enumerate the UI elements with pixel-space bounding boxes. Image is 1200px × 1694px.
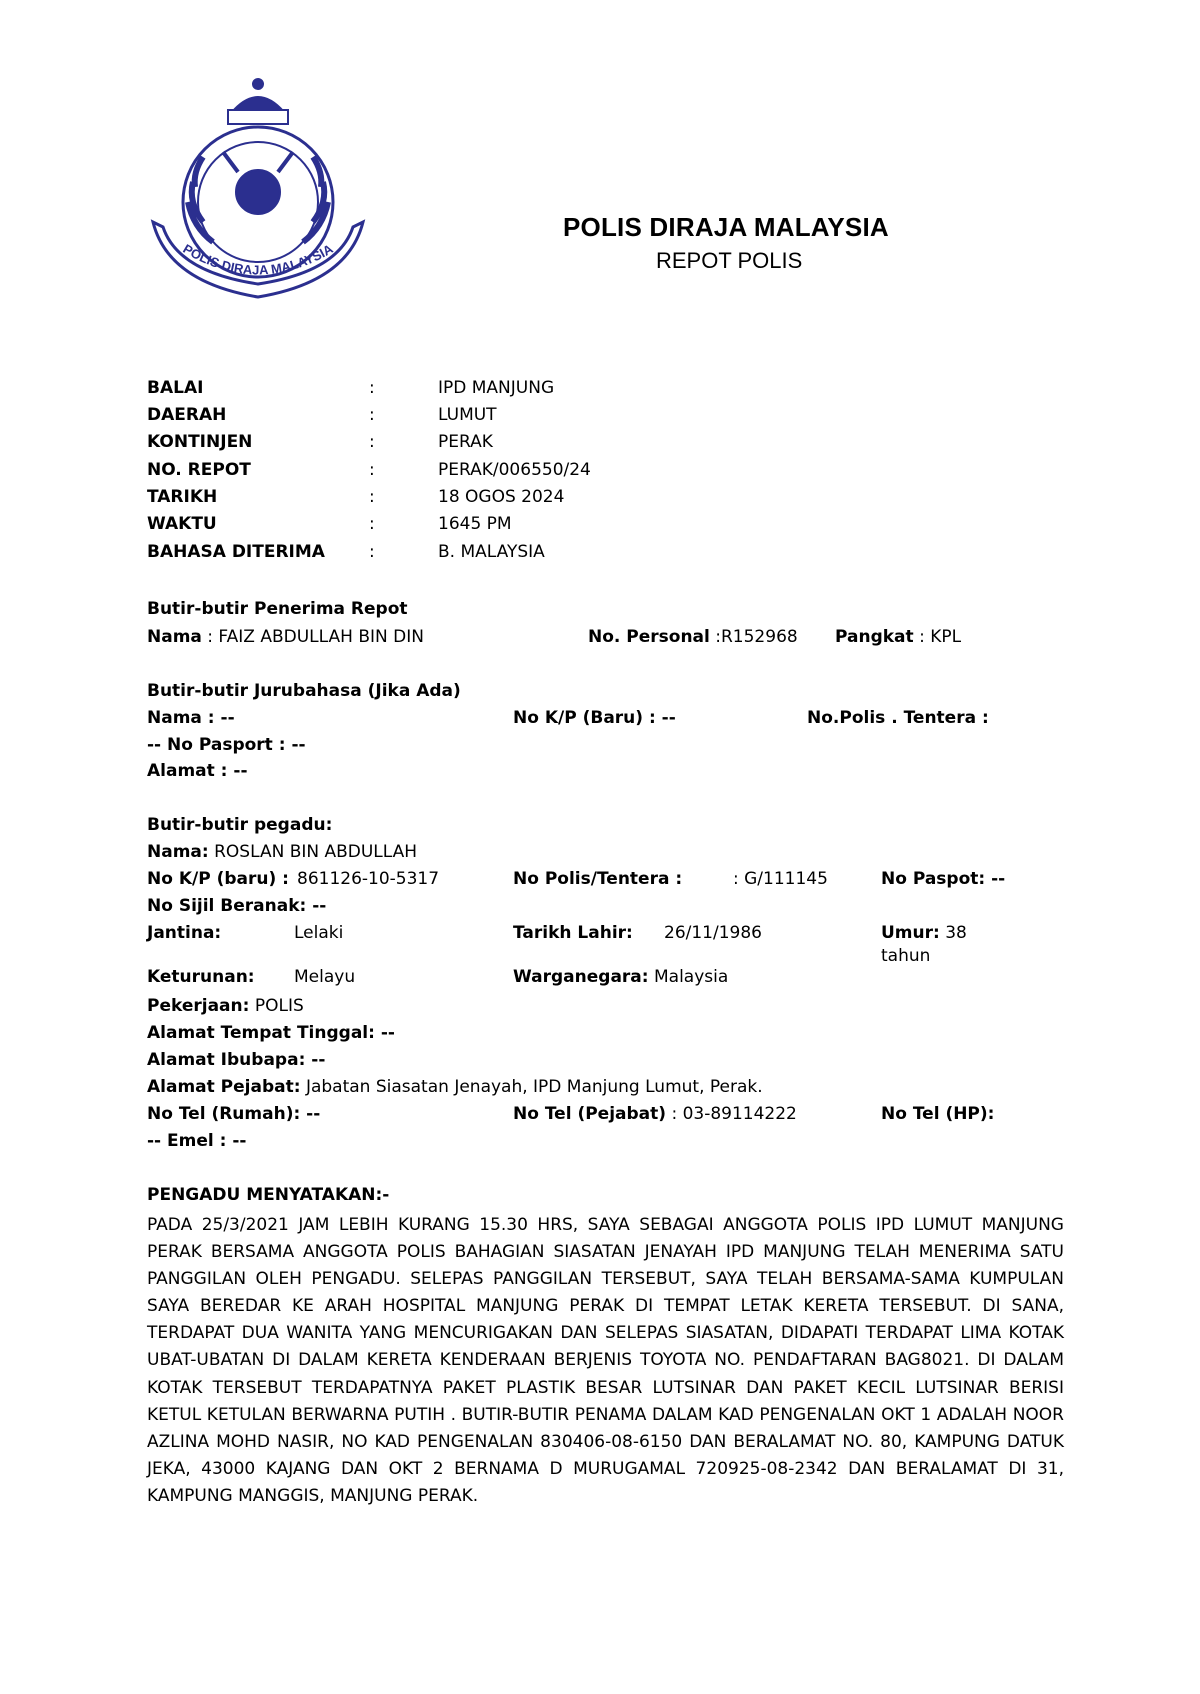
receiver-personal-value: :R152968	[715, 627, 798, 647]
header-title: POLIS DIRAJA MALAYSIA	[563, 212, 889, 242]
receiver-rank-label: Pangkat	[835, 627, 914, 647]
complainant-job-label: Pekerjaan:	[147, 996, 250, 1016]
receiver-personal-label: No. Personal	[588, 627, 710, 647]
complainant-passport: No Paspot: --	[881, 869, 1006, 889]
complainant-home-address: Alamat Tempat Tinggal: --	[147, 1023, 395, 1043]
complainant-race-value: Melayu	[294, 967, 356, 987]
interpreter-police-no: No.Polis . Tentera :	[807, 708, 989, 728]
complainant-citizen-label: Warganegara:	[513, 967, 649, 987]
complainant-name-value: ROSLAN BIN ABDULLAH	[214, 842, 418, 862]
complainant-job-value: POLIS	[254, 996, 304, 1016]
info-label-no-repot: NO. REPOT	[147, 460, 251, 480]
receiver-personal	[588, 626, 798, 648]
info-label-tarikh: TARIKH	[147, 487, 218, 507]
complainant-age	[881, 922, 967, 944]
info-value-balai: IPD MANJUNG	[438, 378, 555, 398]
complainant-name	[147, 841, 417, 863]
info-colon: :	[369, 460, 375, 480]
receiver-name	[147, 626, 424, 648]
info-colon: :	[369, 542, 375, 562]
complainant-tel-office	[513, 1103, 797, 1125]
info-value-bahasa: B. MALAYSIA	[438, 542, 545, 562]
statement-text: PADA 25/3/2021 JAM LEBIH KURANG 15.30 HRS, SAYA SEBAGAI ANGGOTA POLIS IPD LUMUT MANJUNG PERAK BERSAMA ANGGOTA POLIS BAHAGIAN SIASATAN JENAYAH IPD MANJUNG TELAH MENERIMA SATU PANGGILAN OLEH PENGADU. SELEPAS PANGGILAN TERSEBUT, SAYA TELAH BERSAMA-SAMA KUMPULAN SAYA BEREDAR KE ARAH HOSPITAL MANJUNG PERAK DI TEMPAT LETAK KERETA TERSEBUT. DI SANA, TERDAPAT DUA WANITA YANG MENCURIGAKAN DAN SELEPAS SIASATAN, DIDAPATI TERDAPAT LIMA KOTAK UBAT-UBATAN DI DALAM KERETA KENDERAAN BERJENIS TOYOTA NO. PENDAFTARAN BAG8021. DI DALAM KOTAK TERSEBUT TERDAPATNYA PAKET PLASTIK BESAR LUTSINAR DAN PAKET KECIL LUTSINAR BERISI KETUL KETULAN BERWARNA PUTIH . BUTIR-BUTIR PENAMA DALAM KAD PENGENALAN OKT 1 ADALAH NOOR AZLINA MOHD NASIR, NO KAD PENGENALAN 830406-08-6150 DAN BERALAMAT NO. 80, KAMPUNG DATUK JEKA, 43000 KAJANG DAN OKT 2 BERNAMA D MURUGAMAL 720925-08-2342 DAN BERALAMAT DI 31, KAMPUNG MANGGIS, MANJUNG PERAK.	[147, 1215, 1064, 1506]
complainant-office-label: Alamat Pejabat:	[147, 1077, 301, 1097]
complainant-tel-office-label: No Tel (Pejabat)	[513, 1104, 667, 1124]
receiver-rank-value: : KPL	[919, 627, 962, 647]
interpreter-passport: -- No Pasport : --	[147, 735, 306, 755]
complainant-police-label: No Polis/Tentera :	[513, 869, 683, 889]
receiver-rank	[835, 626, 961, 648]
complainant-ic-label: No K/P (baru) :	[147, 869, 289, 889]
info-value-tarikh: 18 OGOS 2024	[438, 487, 565, 507]
complainant-birthcert: No Sijil Beranak: --	[147, 896, 327, 916]
complainant-race-label: Keturunan:	[147, 967, 255, 987]
info-colon: :	[369, 378, 375, 398]
complainant-parent-address: Alamat Ibubapa: --	[147, 1050, 326, 1070]
receiver-name-value: : FAIZ ABDULLAH BIN DIN	[207, 627, 424, 647]
complainant-police-value: : G/111145	[733, 869, 828, 889]
info-value-daerah: LUMUT	[438, 405, 497, 425]
info-value-no-repot: PERAK/006550/24	[438, 460, 591, 480]
info-label-balai: BALAI	[147, 378, 204, 398]
complainant-office-address	[147, 1076, 763, 1098]
complainant-ic-value: 861126-10-5317	[297, 869, 440, 889]
info-label-waktu: WAKTU	[147, 514, 217, 534]
info-colon: :	[369, 432, 375, 452]
interpreter-ic: No K/P (Baru) : --	[513, 708, 676, 728]
interpreter-heading: Butir-butir Jurubahasa (Jika Ada)	[147, 681, 461, 701]
complainant-dob-value: 26/11/1986	[664, 923, 762, 943]
complainant-dob-label: Tarikh Lahir:	[513, 923, 633, 943]
info-colon: :	[369, 487, 375, 507]
pdrm-emblem-logo	[148, 72, 368, 317]
complainant-office-value: Jabatan Siasatan Jenayah, IPD Manjung Lumut, Perak.	[305, 1077, 763, 1097]
complainant-age-value: 38	[945, 923, 967, 943]
info-colon: :	[369, 514, 375, 534]
complainant-gender-label: Jantina:	[147, 923, 222, 943]
complainant-tel-hp: No Tel (HP):	[881, 1104, 995, 1124]
complainant-name-label: Nama:	[147, 842, 209, 862]
complainant-job	[147, 995, 304, 1017]
info-value-waktu: 1645 PM	[438, 514, 512, 534]
receiver-heading: Butir-butir Penerima Repot	[147, 599, 408, 619]
complainant-tel-home: No Tel (Rumah): --	[147, 1104, 321, 1124]
complainant-heading: Butir-butir pegadu:	[147, 815, 333, 835]
header-subtitle: REPOT POLIS	[656, 248, 803, 273]
interpreter-name: Nama : --	[147, 708, 235, 728]
info-colon: :	[369, 405, 375, 425]
complainant-email: -- Emel : --	[147, 1131, 247, 1151]
info-value-kontinjen: PERAK	[438, 432, 493, 452]
logo-ribbon-text: POLIS DIRAJA MALAYSIA	[180, 240, 336, 278]
statement-heading: PENGADU MENYATAKAN:-	[147, 1185, 390, 1205]
complainant-gender-value: Lelaki	[294, 923, 344, 943]
complainant-age-unit: tahun	[881, 946, 931, 966]
info-label-bahasa: BAHASA DITERIMA	[147, 542, 325, 562]
complainant-citizen-value: Malaysia	[653, 967, 729, 987]
info-label-kontinjen: KONTINJEN	[147, 432, 253, 452]
complainant-tel-office-value: : 03-89114222	[671, 1104, 797, 1124]
complainant-age-label: Umur:	[881, 923, 940, 943]
interpreter-address: Alamat : --	[147, 761, 248, 781]
complainant-citizen	[513, 966, 728, 988]
receiver-name-label: Nama	[147, 627, 202, 647]
info-label-daerah: DAERAH	[147, 405, 227, 425]
